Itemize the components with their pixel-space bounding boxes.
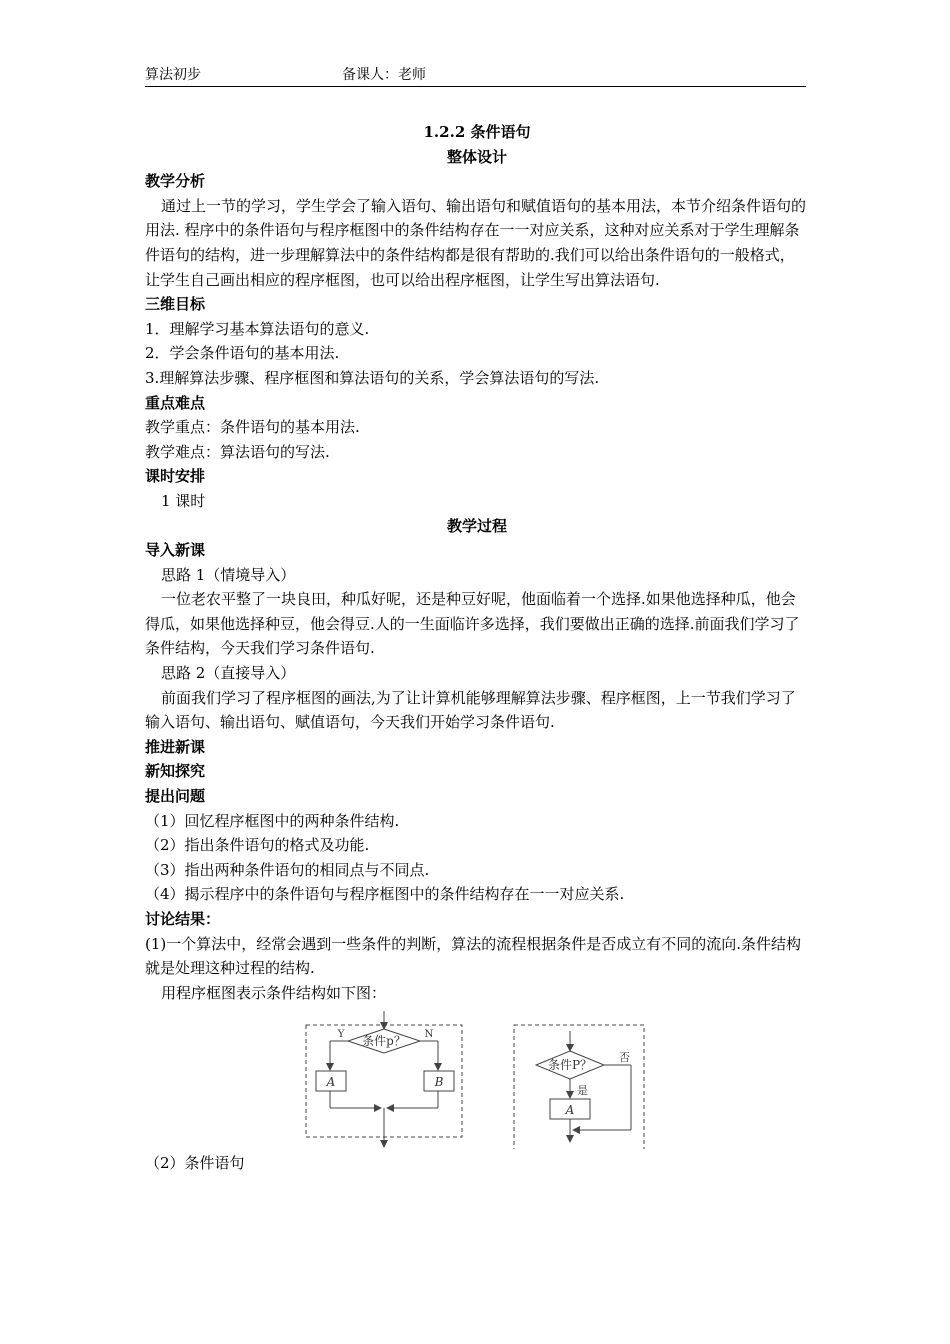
analysis-text: 通过上一节的学习，学生学会了输入语句、输出语句和赋值语句的基本用法，本节介绍条件语句的用法. 程序中的条件语句与程序框图中的条件结构存在一一对应关系，这种对应关系对于学生理解条件语句的结构，进一步理解算法中的条件结构都是很有帮助的.我们可以给出条件语句的一般格式，让学生自己画出相应的程序框图，也可以给出程序框图，让学生写出算法语句.	[145, 196, 807, 289]
keypoints-heading: 重点难点	[145, 393, 206, 412]
flow1-box-b: B	[434, 1075, 444, 1090]
results-text-3: （2）条件语句	[145, 1154, 245, 1173]
goal-item: 2．学会条件语句的基本用法.	[145, 344, 340, 363]
intro-idea2: 思路 2（直接导入）	[161, 664, 296, 683]
flow2-box-a: A	[565, 1103, 575, 1118]
process-heading: 教学过程	[446, 516, 507, 535]
page-header	[145, 62, 806, 87]
keypoint-item: 教学重点：条件语句的基本用法.	[145, 418, 360, 437]
flowchart-figures	[145, 1009, 809, 1149]
flowchart-diagrams	[145, 1009, 809, 1149]
question-item: （1）回忆程序框图中的两种条件结构.	[145, 811, 400, 830]
intro-idea1-text: 一位老农平整了一块良田，种瓜好呢，还是种豆好呢，他面临着一个选择.如果他选择种瓜，他会得瓜，如果他选择种豆，他会得豆.人的一生面临许多选择，我们要做出正确的选择.前面我们学习了条件结构，今天我们学习条件语句.	[145, 590, 800, 658]
goal-item: 3.理解算法步骤、程序框图和算法语句的关系，学会算法语句的写法.	[145, 368, 600, 387]
results-heading: 讨论结果：	[145, 910, 221, 928]
flow2-yes-label: 是	[577, 1084, 588, 1098]
analysis-heading: 教学分析	[145, 172, 206, 191]
goals-heading: 三维目标	[145, 295, 206, 314]
flow1-no-label: N	[424, 1029, 434, 1041]
intro-idea2-text: 前面我们学习了程序框图的画法,为了让计算机能够理解算法步骤、程序框图，上一节我们学习了输入语句、输出语句、赋值语句，今天我们开始学习条件语句.	[145, 688, 796, 732]
schedule-heading: 课时安排	[145, 467, 206, 486]
questions-heading: 提出问题	[145, 787, 206, 806]
lesson-title: 1.2.2 条件语句	[423, 123, 531, 141]
flow1-yes-label: Y	[337, 1029, 345, 1041]
flow2-no-label: 否	[619, 1051, 630, 1065]
question-item: （4）揭示程序中的条件语句与程序框图中的条件结构存在一一对应关系.	[145, 885, 625, 904]
flow1-condition: 条件p？	[362, 1034, 406, 1049]
explore-heading: 新知探究	[145, 762, 206, 781]
results-text-2: 用程序框图表示条件结构如下图：	[161, 983, 387, 1002]
results-text-1: (1)一个算法中，经常会遇到一些条件的判断，算法的流程根据条件是否成立有不同的流向.条件结构就是处理这种过程的结构.	[145, 934, 802, 978]
flow1-box-a: A	[326, 1075, 336, 1090]
keypoint-item: 教学难点：算法语句的写法.	[145, 442, 330, 461]
flow2-condition: 条件P？	[547, 1058, 593, 1073]
header-left: 算法初步	[145, 67, 201, 83]
question-item: （3）指出两种条件语句的相同点与不同点.	[145, 860, 430, 879]
question-item: （2）指出条件语句的格式及功能.	[145, 836, 370, 855]
advance-heading: 推进新课	[145, 737, 206, 756]
lesson-subtitle: 整体设计	[446, 147, 507, 166]
intro-idea1: 思路 1（情境导入）	[161, 565, 296, 584]
header-right: 备课人：老师	[342, 67, 426, 83]
intro-heading: 导入新课	[145, 541, 206, 560]
goal-item: 1．理解学习基本算法语句的意义.	[145, 319, 370, 338]
schedule-text: 1 课时	[161, 491, 206, 510]
document-body	[145, 120, 809, 1176]
